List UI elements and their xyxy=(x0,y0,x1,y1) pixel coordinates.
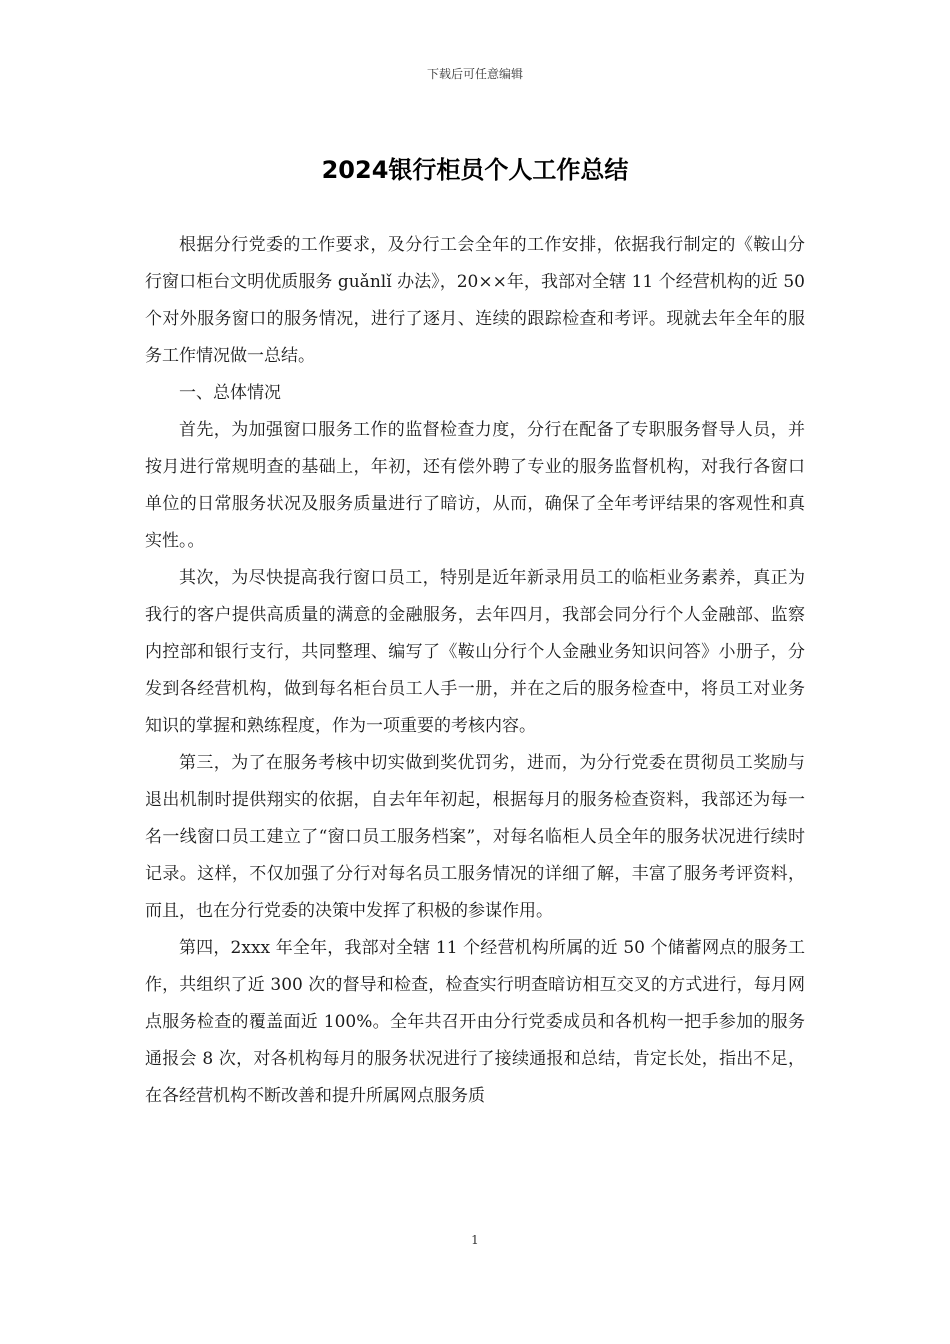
paragraph-third: 第三，为了在服务考核中切实做到奖优罚劣，进而，为分行党委在贯彻员工奖励与退出机制时提供翔实的依据，自去年年初起，根据每月的服务检查资料，我部还为每一名一线窗口员工建立了“窗口员工服务档案”，对每名临柜人员全年的服务状况进行续时记录。这样，不仅加强了分行对每名员工服务情况的详细了解，丰富了服务考评资料，而且，也在分行党委的决策中发挥了积极的参谋作用。 xyxy=(145,753,805,921)
document-body xyxy=(145,227,805,1115)
paragraph-second: 其次，为尽快提高我行窗口员工，特别是近年新录用员工的临柜业务素养，真正为我行的客户提供高质量的满意的金融服务，去年四月，我部会同分行个人金融部、监察内控部和银行支行，共同整理、编写了《鞍山分行个人金融业务知识问答》小册子，分发到各经营机构，做到每名柜台员工人手一册，并在之后的服务检查中，将员工对业务知识的掌握和熟练程度，作为一项重要的考核内容。 xyxy=(145,568,805,736)
section-heading-overview: 一、总体情况 xyxy=(179,383,281,403)
page-number: 1 xyxy=(471,1233,479,1247)
document-title: 2024银行柜员个人工作总结 xyxy=(321,156,629,184)
paragraph-first: 首先，为加强窗口服务工作的监督检查力度，分行在配备了专职服务督导人员，并按月进行常规明查的基础上，年初，还有偿外聘了专业的服务监督机构，对我行各窗口单位的日常服务状况及服务质量进行了暗访，从而，确保了全年考评结果的客观性和真实性。。 xyxy=(145,420,805,551)
paragraph-fourth: 第四，2xxx 年全年，我部对全辖 11 个经营机构所属的近 50 个储蓄网点的服务工作，共组织了近 300 次的督导和检查，检查实行明查暗访相互交叉的方式进行，每月网点服务检查的覆盖面近 100%。全年共召开由分行党委成员和各机构一把手参加的服务通报会 8 次，对各机构每月的服务状况进行了接续通报和总结，肯定长处，指出不足，在各经营机构不断改善和提升所属网点服务质 xyxy=(145,938,805,1106)
page-header: 下载后可任意编辑 xyxy=(426,67,523,81)
paragraph-intro: 根据分行党委的工作要求，及分行工会全年的工作安排，依据我行制定的《鞍山分行窗口柜台文明优质服务 guǎnlǐ 办法》，20××年，我部对全辖 11 个经营机构的近 50 个对外服务窗口的服务情况，进行了逐月、连续的跟踪检查和考评。现就去年全年的服务工作情况做一总结。 xyxy=(145,235,805,366)
